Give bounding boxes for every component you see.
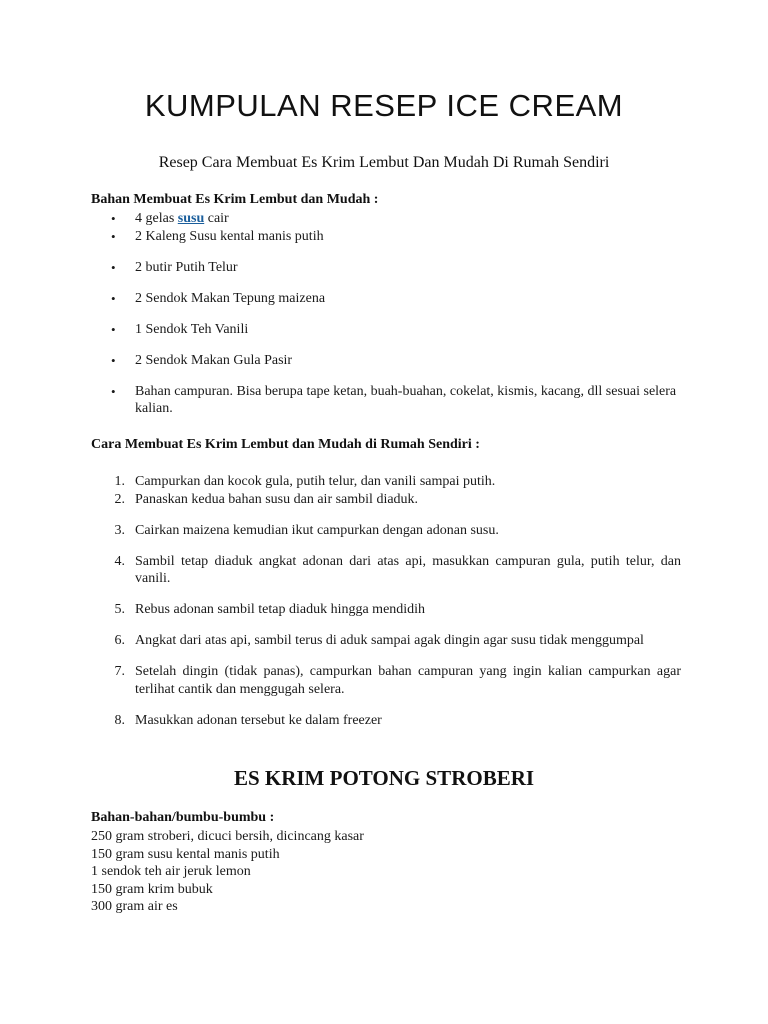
step-text: Campurkan dan kocok gula, putih telur, dan vanili sampai putih.: [135, 474, 496, 489]
list-item: [91, 491, 681, 509]
step-number: 5.: [114, 602, 125, 617]
step-number: 4.: [114, 553, 125, 569]
ingredient-text: 2 butir Putih Telur: [135, 259, 238, 275]
step-text: Cairkan maizena kemudian ikut campurkan dengan adonan susu.: [135, 522, 499, 538]
list-item: [91, 632, 681, 650]
ingredient-text-suffix: cair: [204, 211, 229, 226]
list-item: [91, 473, 681, 491]
ingredient-text: 2 Kaleng Susu kental manis putih: [135, 228, 324, 244]
section2-ingredients: [91, 828, 364, 916]
ingredient-text: 2 Sendok Makan Gula Pasir: [135, 352, 293, 368]
step-text: Masukkan adonan tersebut ke dalam freezer: [135, 712, 382, 728]
list-item: [91, 522, 681, 540]
step-number: 3.: [114, 522, 125, 538]
section2-ingredients-heading: Bahan-bahan/bumbu-bumbu :: [91, 810, 275, 825]
bullet-icon: •: [111, 259, 116, 275]
list-item: [91, 228, 681, 246]
list-item: [91, 553, 681, 588]
step-number: 8.: [114, 712, 125, 728]
list-item: [91, 663, 681, 698]
ingredient-text: Bahan campuran. Bisa berupa tape ketan, buah-buahan, cokelat, kismis, kacang, dll sesuai selera kalian.: [135, 383, 677, 416]
step-text: Panaskan kedua bahan susu dan air sambil diaduk.: [135, 491, 419, 507]
list-item: [91, 259, 681, 277]
document-title: KUMPULAN RESEP ICE CREAM: [144, 88, 624, 123]
list-item: [91, 321, 681, 339]
list-item: [91, 601, 681, 619]
section-title-stroberi: ES KRIM POTONG STROBERI: [233, 766, 535, 790]
ingredient-text: 1 Sendok Teh Vanili: [135, 321, 249, 337]
list-item: [91, 712, 681, 730]
step-number: 2.: [114, 491, 125, 507]
step-number: 1.: [114, 474, 125, 489]
susu-link[interactable]: susu: [177, 211, 205, 226]
step-text: Sambil tetap diaduk angkat adonan dari atas api, masukkan campuran gula, putih telur, dan vanili.: [135, 553, 681, 586]
bullet-icon: •: [111, 228, 116, 244]
bullet-icon: •: [111, 321, 116, 337]
list-item: [91, 352, 681, 370]
ingredient-line: 300 gram air es: [91, 899, 178, 914]
document-subtitle: Resep Cara Membuat Es Krim Lembut Dan Mudah Di Rumah Sendiri: [158, 154, 610, 171]
step-text: Rebus adonan sambil tetap diaduk hingga mendidih: [135, 602, 426, 617]
ingredient-text: 2 Sendok Makan Tepung maizena: [135, 290, 326, 306]
bullet-icon: •: [111, 352, 116, 368]
step-number: 7.: [114, 664, 125, 679]
steps-list: [91, 473, 681, 729]
ingredient-text-prefix: 4 gelas: [135, 211, 178, 226]
list-item: [91, 290, 681, 308]
ingredient-line: 1 sendok teh air jeruk lemon: [91, 864, 251, 879]
ingredient-line: 150 gram susu kental manis putih: [91, 846, 280, 862]
ingredients-heading: Bahan Membuat Es Krim Lembut dan Mudah :: [91, 192, 379, 207]
steps-heading: Cara Membuat Es Krim Lembut dan Mudah di Rumah Sendiri :: [91, 437, 480, 452]
step-text: Angkat dari atas api, sambil terus di aduk sampai agak dingin agar susu tidak menggumpal: [135, 633, 644, 648]
bullet-icon: •: [111, 383, 116, 399]
list-item: [91, 383, 681, 418]
ingredients-list: [91, 210, 681, 418]
step-number: 6.: [114, 633, 125, 648]
ingredient-line: 250 gram stroberi, dicuci bersih, dicincang kasar: [91, 829, 364, 844]
list-item: [91, 210, 681, 228]
step-text: Setelah dingin (tidak panas), campurkan bahan campuran yang ingin kalian campurkan agar terlihat cantik dan menggugah selera.: [135, 664, 681, 697]
ingredient-line: 150 gram krim bubuk: [91, 881, 213, 897]
bullet-icon: •: [111, 211, 116, 226]
bullet-icon: •: [111, 290, 116, 306]
